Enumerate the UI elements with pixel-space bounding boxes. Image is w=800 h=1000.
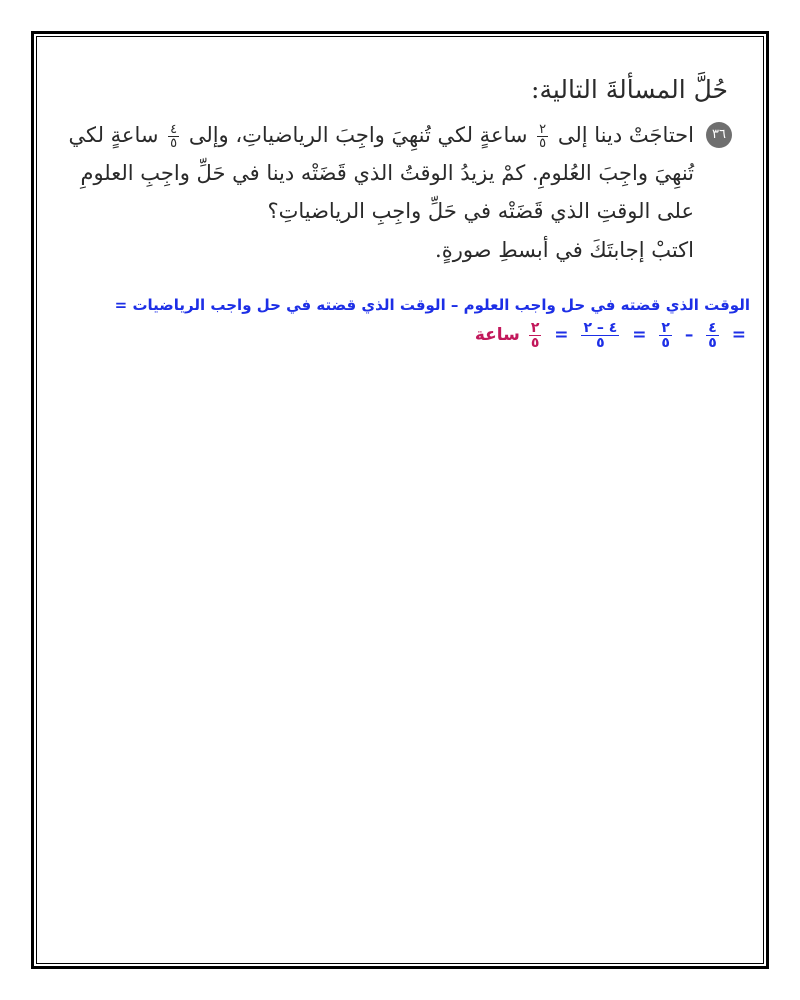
fraction-denominator: ٥ xyxy=(170,136,178,151)
answer-line-2 xyxy=(60,320,750,350)
answer-section xyxy=(60,292,750,350)
fraction-result xyxy=(529,321,542,350)
page-heading: حُلَّ المسألةَ التالية: xyxy=(531,75,728,104)
fraction-denominator: ٥ xyxy=(539,136,547,151)
fraction-difference xyxy=(581,321,619,350)
fraction-two-fifths-answer xyxy=(659,321,672,350)
fraction-numerator: ٢ xyxy=(661,319,670,336)
equals-sign: = xyxy=(731,325,746,345)
answer-line-1: الوقت الذي قضته في حل واجب العلوم – الوقت الذي قضته في حل واجب الرياضيات = xyxy=(114,296,750,314)
fraction-denominator: ٥ xyxy=(661,334,670,351)
problem-part-2: ساعةٍ لكي تُنهِيَ واجِبَ الرياضياتِ، وإلى xyxy=(188,123,528,147)
fraction-four-fifths-answer xyxy=(706,321,719,350)
fraction-denominator: ٥ xyxy=(530,334,540,351)
instruction-text: اكتبْ إجابتَكَ في أبسطِ صورةٍ. xyxy=(435,238,694,262)
problem-part-3: ساعةٍ لكي تُنهِيَ واجِبَ العُلومِ. كمْ يزيدُ الوقتُ الذي قَضَتْه دينا في حَلِّ واجِبِ العلومِ على الوقتِ الذي قَضَتْه في حَلِّ واجِبِ الرياضياتِ؟ xyxy=(68,123,694,223)
fraction-numerator: ٤ xyxy=(708,319,717,336)
equals-sign: = xyxy=(554,325,569,345)
fraction-two-fifths xyxy=(537,123,548,150)
fraction-numerator: ٢ xyxy=(530,319,540,336)
answer-unit: ساعة xyxy=(474,325,520,345)
fraction-numerator: ٤ xyxy=(170,122,178,137)
problem-number-badge: ٣٦ xyxy=(706,122,732,148)
fraction-four-fifths xyxy=(168,123,179,150)
problem-section xyxy=(60,70,740,270)
fraction-denominator: ٥ xyxy=(596,334,605,351)
equals-sign: = xyxy=(632,325,647,345)
fraction-numerator: ٢ xyxy=(539,122,547,137)
problem-text xyxy=(60,116,740,230)
problem-part-1: احتاجَتْ دينا إلى xyxy=(557,123,694,147)
fraction-numerator: ٤ – ٢ xyxy=(583,319,618,336)
fraction-denominator: ٥ xyxy=(708,334,717,351)
minus-sign: – xyxy=(684,325,694,345)
